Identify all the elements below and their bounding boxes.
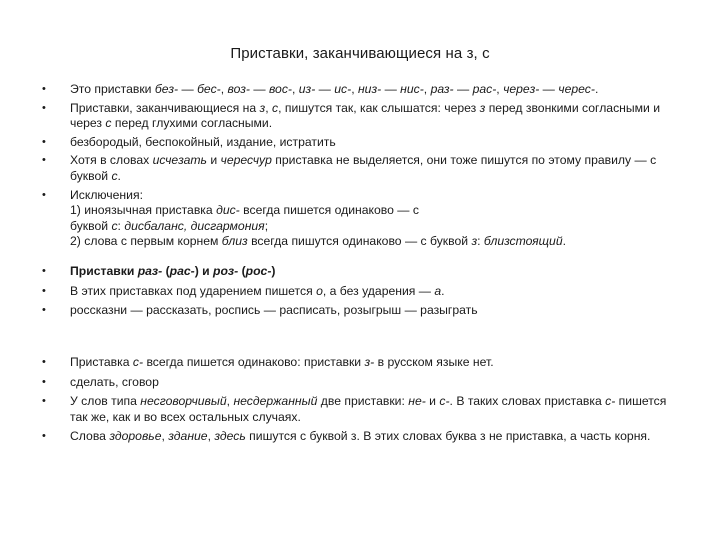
list-item [0,264,720,280]
item-text: Исключения: 1) иноязычная приставка дис- всегда пишется одинаково — с буквой с: дисбаланс, дисгармония; 2) слова с первым корнем близ всегда пишутся одинаково — с буквой з: близстоящий. [70,187,566,249]
bullet: • [42,154,46,167]
list-item [0,101,720,132]
item-text: сделать, сговор [70,374,159,389]
bullet: • [42,395,46,408]
list-item [0,153,720,184]
rules-group-2 [0,264,720,323]
bullet: • [42,83,46,95]
bullet: • [42,135,46,148]
list-item [0,284,720,300]
item-text: Хотя в словах исчезать и чересчур приставка не выделяется, они тоже пишутся по этому правилу — с буквой с. [70,153,657,183]
page-title: Приставки, заканчивающиеся на з, с [230,45,490,62]
list-item [0,394,720,425]
bullet: • [42,265,46,277]
bullet: • [42,430,46,443]
item-heading: Приставки раз- (рас-) и роз- (рос-) [70,264,276,278]
list-item [0,82,720,98]
list-item [0,355,720,371]
list-item [0,429,720,445]
rules-group-1 [0,82,720,253]
list-item [0,375,720,391]
item-text: Это приставки без- — бес-, воз- — вос-, из- — ис-, низ- — нис-, раз- — рас-, через- — черес-. [70,82,599,96]
item-text: Приставка с- всегда пишется одинаково: приставки з- в русском языке нет. [70,355,494,369]
item-text: В этих приставках под ударением пишется о, а без ударения — а. [70,283,445,298]
item-text: Приставки, заканчивающиеся на з, с, пишутся так, как слышатся: через з перед звонкими согласными и через с перед глухими согласными. [70,100,661,131]
item-text: У слов типа несговорчивый, несдержанный две приставки: не- и с-. В таких словах приставка с- пишется так же, как и во всех остальных случаях. [70,394,667,424]
item-text: россказни — рассказать, роспись — расписать, розыгрыш — разыграть [70,303,478,318]
bullet: • [42,375,46,388]
bullet: • [42,101,46,114]
bullet: • [42,304,46,317]
bullet: • [42,188,46,201]
list-item [0,135,720,151]
item-text: безбородый, беспокойный, издание, истратить [70,134,336,149]
bullet: • [42,356,46,368]
list-item [0,303,720,319]
list-item [0,188,720,250]
rules-group-3 [0,355,720,449]
bullet: • [42,284,46,297]
item-text: Слова здоровье, здание, здесь пишутся с буквой з. В этих словах буква з не приставка, а часть корня. [70,429,651,444]
